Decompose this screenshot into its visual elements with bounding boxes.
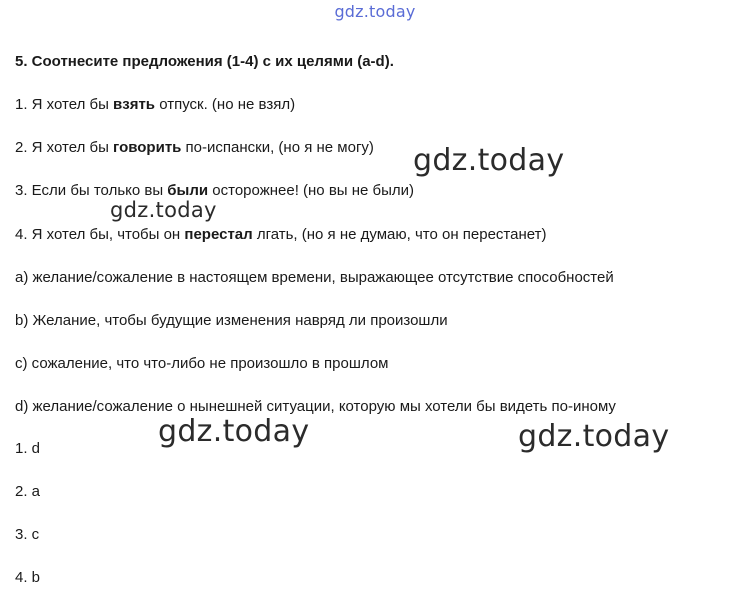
sentence-3-after: осторожнее! (но вы не были)	[208, 182, 415, 199]
sentence-1-before: 1. Я хотел бы	[15, 96, 114, 113]
purpose-c: c) сожаление, что что-либо не произошло в прошлом	[15, 355, 389, 372]
answer-4: 4. b	[15, 569, 41, 586]
sentence-4-before: 4. Я хотел бы, чтобы он	[15, 226, 185, 243]
watermark-4: gdz.today	[518, 419, 670, 454]
sentence-1	[15, 95, 295, 115]
sentence-2-bold: говорить	[113, 139, 182, 156]
sentence-1-after: отпуск. (но не взял)	[155, 96, 296, 113]
answer-1: 1. d	[15, 440, 41, 457]
exercise-title: 5. Соотнесите предложения (1-4) с их целями (a-d).	[15, 53, 394, 70]
purpose-d: d) желание/сожаление о нынешней ситуации, которую мы хотели бы видеть по-иному	[15, 398, 616, 415]
sentence-4	[15, 225, 546, 245]
purpose-b: b) Желание, чтобы будущие изменения навряд ли произошли	[15, 312, 448, 329]
answer-3: 3. c	[15, 526, 40, 543]
watermark-3: gdz.today	[158, 414, 310, 449]
watermark-2: gdz.today	[110, 198, 217, 222]
sentence-2-after: по-испански, (но я не могу)	[181, 139, 374, 156]
sentence-1-bold: взять	[113, 96, 156, 113]
purpose-a: a) желание/сожаление в настоящем времени, выражающее отсутствие способностей	[15, 269, 614, 286]
sentence-4-after: лгать, (но я не думаю, что он перестанет)	[252, 226, 547, 243]
watermark-1: gdz.today	[413, 143, 565, 178]
sentence-2	[15, 138, 374, 158]
sentence-4-bold: перестал	[184, 226, 253, 243]
sentence-2-before: 2. Я хотел бы	[15, 139, 114, 156]
sentence-3-bold: были	[167, 182, 209, 199]
header-watermark: gdz.today	[334, 2, 416, 21]
sentence-3-before: 3. Если бы только вы	[15, 182, 168, 199]
answer-2: 2. a	[15, 483, 41, 500]
